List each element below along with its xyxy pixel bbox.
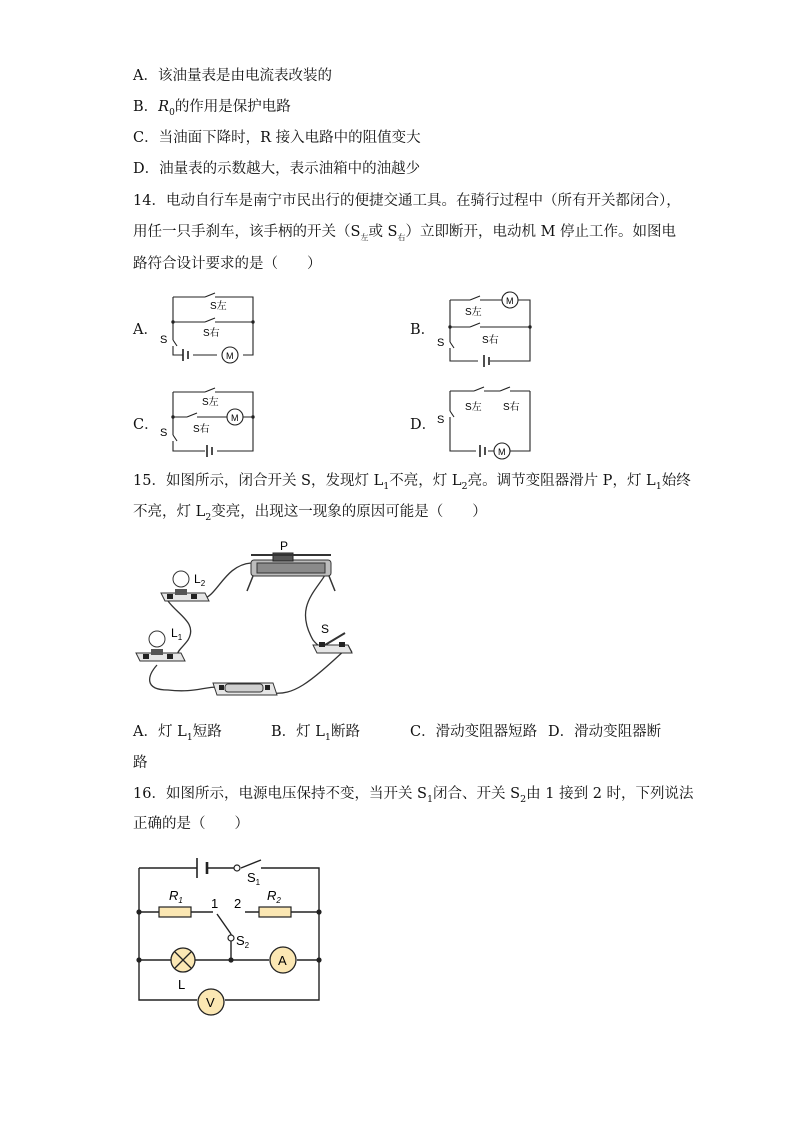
q16-fig-s2: $S_2$ bbox=[236, 933, 250, 950]
q15-opt-a-sub: 1 bbox=[186, 731, 193, 743]
q15-l1-c: 亮。调节变阻器滑片 P，灯 L bbox=[467, 473, 656, 489]
q16-stem-line1 bbox=[133, 785, 694, 809]
lamp-l bbox=[171, 948, 195, 972]
q14-b-s-left: S左 bbox=[465, 307, 482, 318]
q16-l1-b: 闭合、开关 S bbox=[433, 786, 521, 802]
q13-option-d: D．油量表的示数越大，表示油箱中的油越少 bbox=[133, 161, 421, 177]
q14-label-d: D． bbox=[410, 417, 437, 433]
q16-fig-v: V bbox=[206, 995, 215, 1010]
q15-option-c: C．滑动变阻器短路 bbox=[410, 724, 538, 740]
q14-circuit-d bbox=[432, 383, 542, 463]
q14-stem-line2-a: 用任一只手刹车，该手柄的开关（S bbox=[133, 224, 361, 240]
q15-l1-s2: 2 bbox=[461, 480, 468, 492]
q15-l1-s3: 1 bbox=[655, 480, 662, 492]
q15-l1-d: 始终 bbox=[661, 473, 691, 489]
q14-b-motor: M bbox=[506, 296, 514, 306]
q13-option-b-var: R bbox=[158, 99, 170, 115]
q15-fig-l1: $L_1$ bbox=[171, 626, 183, 642]
q16-l1-s1: 1 bbox=[427, 793, 434, 805]
q14-a-s-left: S左 bbox=[210, 301, 227, 312]
q13-option-b-sub: 0 bbox=[169, 107, 175, 118]
q14-a-s-right: S右 bbox=[203, 328, 220, 339]
q15-stem-line2 bbox=[133, 503, 487, 527]
rheostat bbox=[247, 553, 335, 591]
q14-stem-line2-b: 或 S bbox=[368, 224, 398, 240]
q16-l1-c: 由 1 接到 2 时，下列说法 bbox=[526, 786, 694, 802]
q14-b-s-right: S右 bbox=[482, 335, 499, 346]
switch-s bbox=[313, 633, 352, 653]
q16-l1-s2: 2 bbox=[520, 793, 527, 805]
q15-opt-a-a: A．灯 L bbox=[133, 724, 187, 740]
resistor-r1 bbox=[159, 907, 191, 917]
q15-opt-b-a: B．灯 L bbox=[271, 724, 325, 740]
q15-l2-b: 变亮，出现这一现象的原因可能是（ ） bbox=[211, 504, 487, 520]
q14-c-s-right: S右 bbox=[193, 424, 210, 435]
q14-d-s-main: S bbox=[437, 414, 445, 426]
q15-opt-b-sub: 1 bbox=[324, 731, 331, 743]
q16-fig-s1: $S_1$ bbox=[247, 870, 261, 887]
q14-stem-line2 bbox=[133, 223, 676, 247]
q15-opt-a-b: 短路 bbox=[192, 724, 222, 740]
q13-option-b-prefix: B． bbox=[133, 99, 159, 115]
q15-circuit-figure bbox=[133, 535, 363, 705]
q15-l2-a: 不亮，灯 L bbox=[133, 504, 206, 520]
q14-circuit-b bbox=[432, 288, 542, 368]
q14-stem-line3: 路符合设计要求的是（ ） bbox=[133, 256, 322, 272]
q13-option-c: C．当油面下降时，R 接入电路中的阻值变大 bbox=[133, 130, 421, 146]
q14-stem-line2-sub2: 右 bbox=[397, 232, 406, 242]
q14-stem-line2-sub1: 左 bbox=[360, 232, 369, 242]
q15-fig-p: P bbox=[280, 539, 289, 553]
q14-d-s-left: S左 bbox=[465, 402, 482, 413]
q14-circuit-a bbox=[155, 288, 265, 368]
resistor-r2 bbox=[259, 907, 291, 917]
q16-fig-r1: $R_1$ bbox=[169, 888, 183, 905]
q15-fig-l2: $L_2$ bbox=[194, 572, 206, 588]
q14-label-a: A． bbox=[133, 322, 158, 338]
q16-fig-1: 1 bbox=[211, 896, 219, 911]
q15-option-d-cont: 路 bbox=[133, 755, 148, 771]
q14-b-s-main: S bbox=[437, 337, 445, 349]
q16-fig-r2: $R_2$ bbox=[267, 888, 281, 905]
q16-fig-l: L bbox=[178, 977, 186, 992]
q16-circuit-figure bbox=[133, 848, 333, 1020]
q15-l2-s: 2 bbox=[205, 511, 212, 523]
q14-c-s-left: S左 bbox=[202, 397, 219, 408]
q14-circuit-c bbox=[155, 385, 265, 460]
q14-d-motor: M bbox=[498, 447, 506, 457]
q14-d-s-right: S右 bbox=[503, 402, 520, 413]
q14-c-s-main: S bbox=[160, 427, 168, 439]
q15-l1-a: 15．如图所示，闭合开关 S，发现灯 L bbox=[133, 473, 384, 489]
q15-l1-s1: 1 bbox=[383, 480, 390, 492]
q15-stem-line1 bbox=[133, 472, 691, 496]
q14-label-b-text: B． bbox=[410, 322, 436, 338]
q15-option-d: D．滑动变阻器断 bbox=[548, 724, 662, 740]
q15-fig-s: S bbox=[321, 622, 330, 636]
q14-label-c: C． bbox=[133, 417, 159, 433]
q13-option-b-text: 的作用是保护电路 bbox=[174, 99, 291, 115]
q14-a-s-main: S bbox=[160, 334, 168, 346]
q14-stem-line1: 14．电动自行车是南宁市民出行的便捷交通工具。在骑行过程中（所有开关都闭合）， bbox=[133, 193, 681, 209]
q16-stem-line2: 正确的是（ ） bbox=[133, 816, 249, 832]
q15-l1-b: 不亮，灯 L bbox=[389, 473, 462, 489]
q14-a-motor: M bbox=[226, 351, 234, 361]
q15-option-a bbox=[133, 723, 222, 747]
battery-holder bbox=[213, 683, 277, 695]
q16-fig-2: 2 bbox=[234, 896, 242, 911]
q13-option-a: A．该油量表是由电流表改装的 bbox=[133, 68, 332, 84]
q14-c-motor: M bbox=[231, 413, 239, 423]
q16-fig-a: A bbox=[278, 953, 287, 968]
q15-opt-b-b: 断路 bbox=[330, 724, 360, 740]
q14-stem-line2-c: ）立即断开，电动机 M 停止工作。如图电 bbox=[405, 224, 677, 240]
q16-l1-a: 16．如图所示，电源电压保持不变，当开关 S bbox=[133, 786, 427, 802]
q13-option-b bbox=[133, 98, 291, 122]
q15-option-b bbox=[271, 723, 360, 747]
